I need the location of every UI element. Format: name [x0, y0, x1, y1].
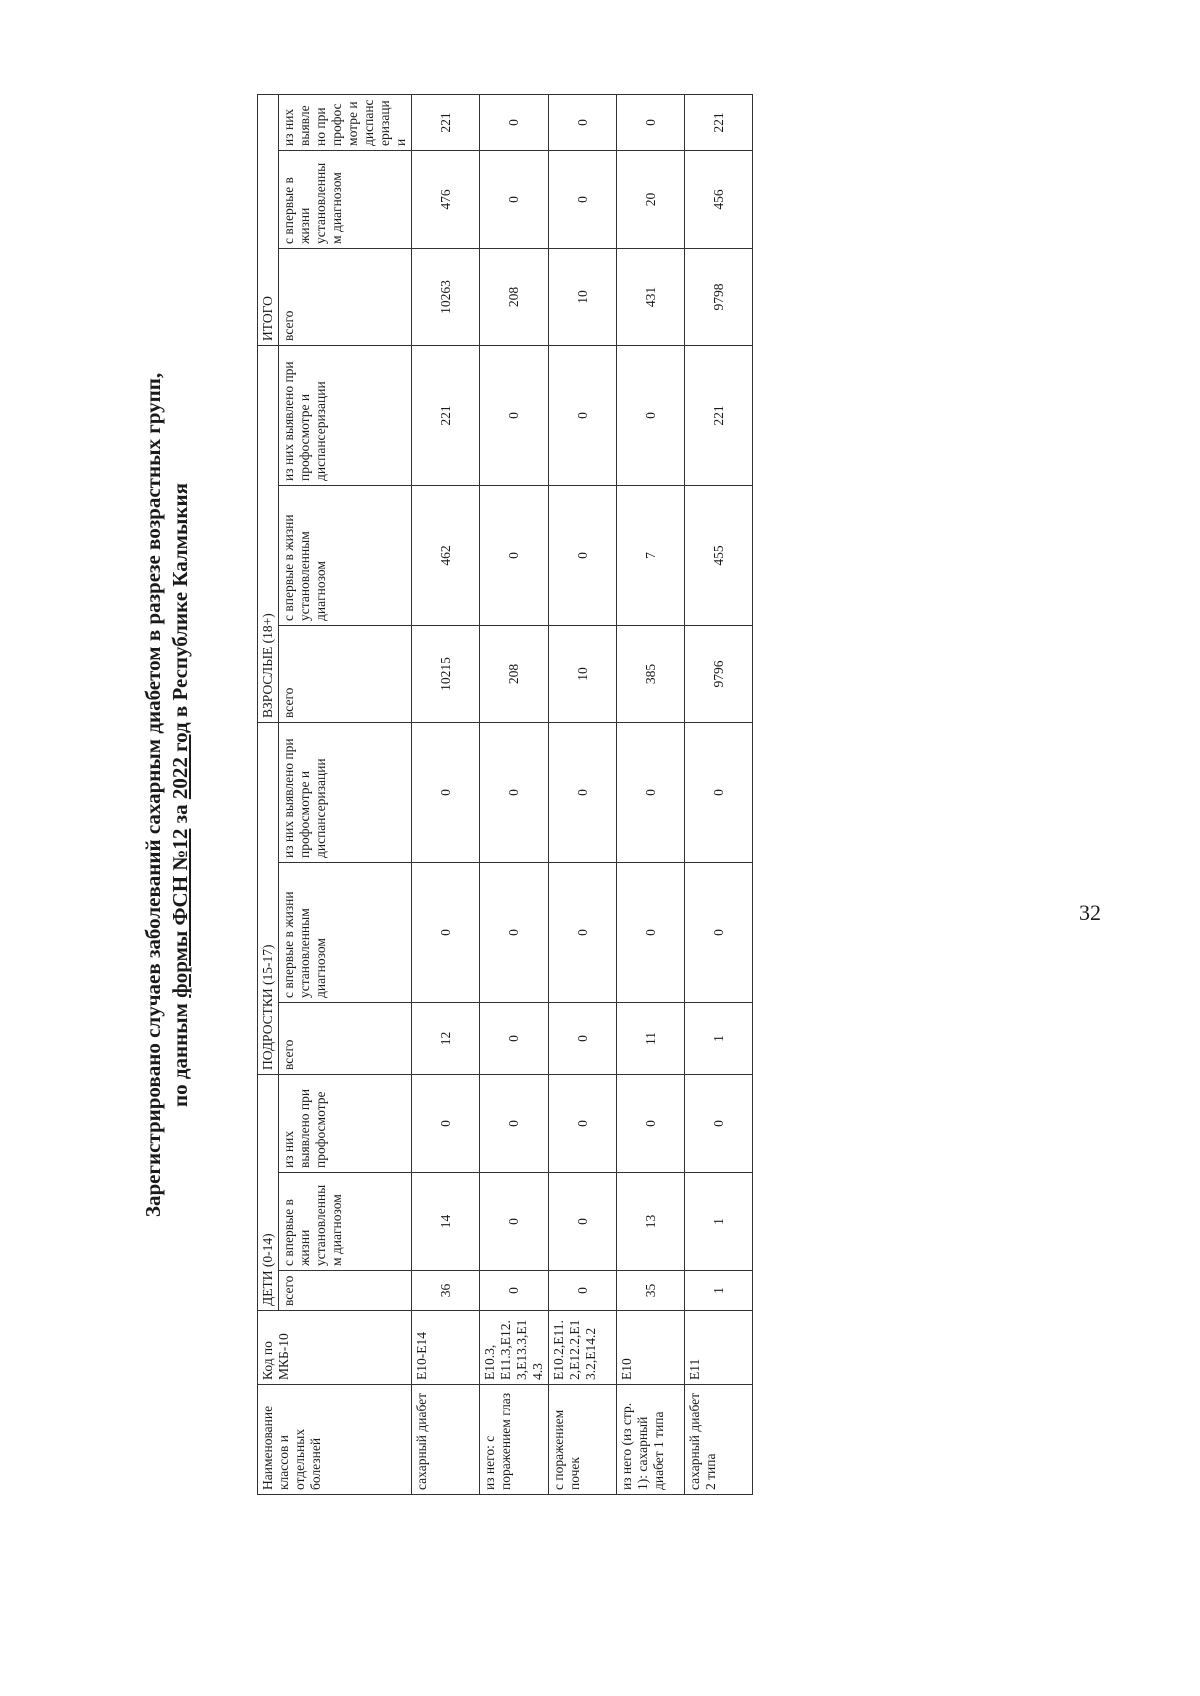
header-sub: из них выявлено при профосмотре и диспансеризации: [279, 722, 412, 862]
value-cell: 0: [549, 150, 617, 248]
value-cell: 0: [549, 1075, 617, 1173]
value-cell: 0: [480, 485, 549, 625]
value-cell: 1: [685, 1003, 753, 1075]
value-cell: 9798: [685, 248, 753, 345]
header-name: Наименование классов и отдельных болезней: [258, 1385, 412, 1495]
value-cell: 10263: [412, 248, 480, 345]
header-sub: всего: [279, 1003, 412, 1075]
row-name-cell: сахарный диабет 2 типа: [685, 1385, 753, 1495]
row-code-cell: Е10.3, Е11.3,Е12.3,Е13.3,Е14.3: [480, 1311, 549, 1385]
table-row: [412, 94, 480, 1494]
value-cell: 0: [412, 722, 480, 862]
value-cell: 385: [617, 625, 685, 722]
row-code-cell: Е10-Е14: [412, 1311, 480, 1385]
value-cell: 456: [685, 150, 753, 248]
value-cell: 7: [617, 485, 685, 625]
header-group-children: ДЕТИ (0-14): [258, 1075, 279, 1311]
value-cell: 0: [617, 1075, 685, 1173]
value-cell: 12: [412, 1003, 480, 1075]
value-cell: 0: [685, 1075, 753, 1173]
row-code-cell: Е10.2,Е11.2,Е12.2,Е13.2,Е14.2: [549, 1311, 617, 1385]
table-body: [412, 94, 753, 1494]
value-cell: 476: [412, 150, 480, 248]
title-line-1: Зарегистрировано случаев заболеваний сахарным диабетом в разрезе возрастных групп,: [141, 372, 165, 1218]
value-cell: 0: [685, 863, 753, 1003]
value-cell: 0: [480, 863, 549, 1003]
value-cell: 0: [617, 94, 685, 150]
header-group-adults: ВЗРОСЛЫЕ (18+): [258, 345, 279, 722]
value-cell: 0: [549, 1271, 617, 1311]
value-cell: 0: [480, 722, 549, 862]
rotated-page-content: [120, 75, 1120, 1515]
table-row: [480, 94, 549, 1494]
value-cell: 208: [480, 625, 549, 722]
value-cell: 0: [617, 345, 685, 485]
value-cell: 0: [412, 1075, 480, 1173]
header-sub: всего: [279, 1271, 412, 1311]
value-cell: 0: [412, 863, 480, 1003]
value-cell: 0: [549, 1003, 617, 1075]
value-cell: 0: [480, 94, 549, 150]
value-cell: 0: [480, 1173, 549, 1271]
table-row: [685, 94, 753, 1494]
value-cell: 9796: [685, 625, 753, 722]
value-cell: 431: [617, 248, 685, 345]
value-cell: 462: [412, 485, 480, 625]
value-cell: 0: [480, 1075, 549, 1173]
header-row-groups: [258, 94, 279, 1494]
value-cell: 221: [685, 94, 753, 150]
value-cell: 0: [480, 1003, 549, 1075]
value-cell: 1: [685, 1173, 753, 1271]
table-row: [549, 94, 617, 1494]
header-group-teens: ПОДРОСТКИ (15-17): [258, 722, 279, 1074]
table-row: [617, 94, 685, 1494]
row-name-cell: из него (из стр. 1): сахарный диабет 1 типа: [617, 1385, 685, 1495]
row-name-cell: из него: с поражением глаз: [480, 1385, 549, 1495]
header-sub: из них выявлено при профосмотре и диспансеризации: [279, 345, 412, 485]
value-cell: 0: [549, 485, 617, 625]
value-cell: 20: [617, 150, 685, 248]
value-cell: 0: [617, 863, 685, 1003]
value-cell: 0: [480, 1271, 549, 1311]
value-cell: 0: [617, 722, 685, 862]
value-cell: 36: [412, 1271, 480, 1311]
row-name-cell: с поражением почек: [549, 1385, 617, 1495]
diabetes-statistics-table: [257, 94, 753, 1495]
value-cell: 0: [549, 722, 617, 862]
header-sub: всего: [279, 248, 412, 345]
value-cell: 221: [412, 345, 480, 485]
value-cell: 0: [480, 345, 549, 485]
row-code-cell: Е10: [617, 1311, 685, 1385]
row-name-cell: сахарный диабет: [412, 1385, 480, 1495]
title-line-2: по данным формы ФСН №12 за 2022 год в Республике Калмыкия: [168, 483, 192, 1107]
header-sub: с впервые в жизни установленным диагнозом: [279, 150, 412, 248]
value-cell: 221: [685, 345, 753, 485]
value-cell: 10: [549, 248, 617, 345]
value-cell: 221: [412, 94, 480, 150]
value-cell: 0: [480, 150, 549, 248]
header-group-total: ИТОГО: [258, 94, 279, 345]
header-sub: с впервые в жизни установленным диагнозом: [279, 863, 412, 1003]
value-cell: 13: [617, 1173, 685, 1271]
value-cell: 35: [617, 1271, 685, 1311]
value-cell: 208: [480, 248, 549, 345]
value-cell: 1: [685, 1271, 753, 1311]
row-code-cell: Е11: [685, 1311, 753, 1385]
value-cell: 10: [549, 625, 617, 722]
value-cell: 10215: [412, 625, 480, 722]
value-cell: 0: [549, 863, 617, 1003]
header-sub: из них выявлено при профосмотре: [279, 1075, 412, 1173]
header-row-subcolumns: [279, 94, 412, 1494]
header-code: Код по МКБ-10: [258, 1311, 412, 1385]
page-number: 32: [1079, 900, 1101, 925]
header-sub: из них выявлено при профосмотре и диспансеризации: [279, 94, 412, 150]
value-cell: 0: [549, 1173, 617, 1271]
value-cell: 0: [549, 94, 617, 150]
value-cell: 455: [685, 485, 753, 625]
value-cell: 0: [685, 722, 753, 862]
value-cell: 11: [617, 1003, 685, 1075]
header-sub: с впервые в жизни установленным диагнозом: [279, 1173, 412, 1271]
document-title: [140, 75, 194, 1515]
header-sub: с впервые в жизни установленным диагнозом: [279, 485, 412, 625]
value-cell: 0: [549, 345, 617, 485]
header-sub: всего: [279, 625, 412, 722]
value-cell: 14: [412, 1173, 480, 1271]
